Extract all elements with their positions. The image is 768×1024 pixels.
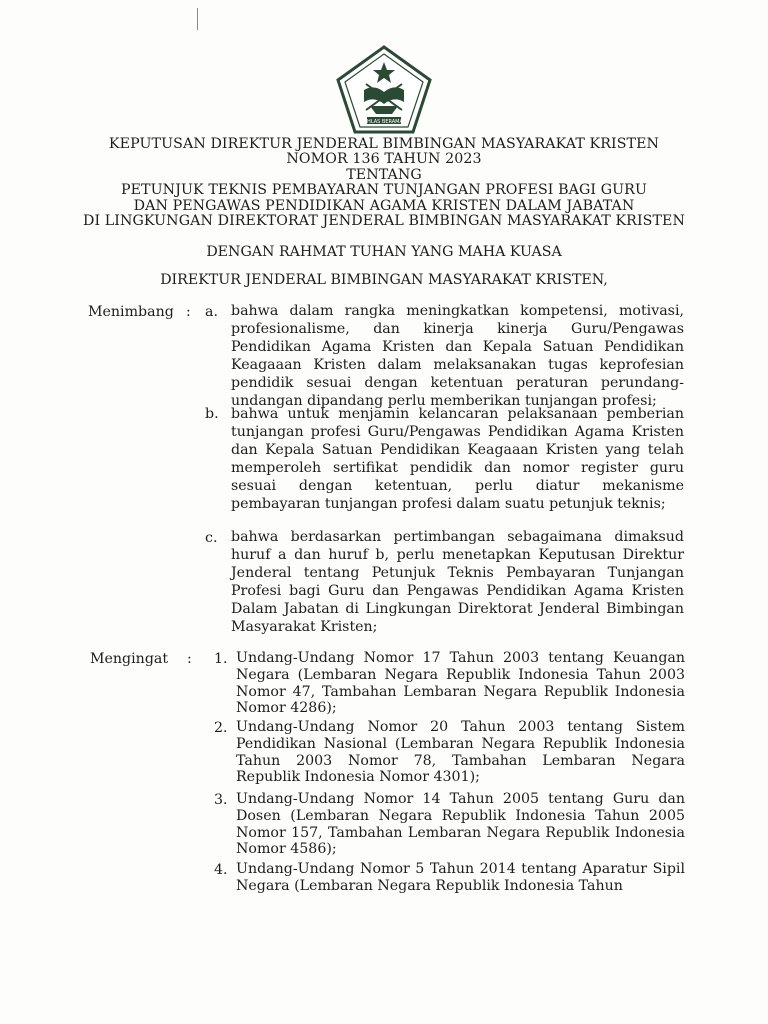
mengingat-item-1: Undang-Undang Nomor 17 Tahun 2003 tentang Keuangan Negara (Lembaran Negara Republik Indonesia Tahun 2003 Nomor 47, Tambahan Lembaran Negara Republik Indonesia Nomor 4286); [236, 650, 685, 717]
title-line: NOMOR 136 TAHUN 2023 [286, 151, 482, 168]
issuer-line: DIREKTUR JENDERAL BIMBINGAN MASYARAKAT KRISTEN, [160, 272, 608, 288]
title-line: TENTANG [346, 166, 422, 183]
mengingat-item-4: Undang-Undang Nomor 5 Tahun 2014 tentang Aparatur Sipil Negara (Lembaran Negara Republik Indonesia Tahun [236, 861, 685, 894]
title-line: KEPUTUSAN DIREKTUR JENDERAL BIMBINGAN MASYARAKAT KRISTEN [108, 136, 660, 152]
menimbang-item-b: bahwa untuk menjamin kelancaran pelaksanaan pemberian tunjangan profesi Guru/Pengawas Pendidikan Agama Kristen dan Kepala Satuan Pendidikan Keagaaan Kristen yang telah memperoleh sertifikat pendidik dan nomor register guru sesuai dengan ketentuan, perlu diatur mekanisme pembayaran tunjangan profesi dalam suatu petunjuk teknis; [231, 406, 684, 513]
logo-text: IKHLAS BERAMAL [362, 119, 406, 125]
title-line: DAN PENGAWAS PENDIDIKAN AGAMA KRISTEN DALAM JABATAN [133, 197, 635, 214]
mengingat-item-marker: 4. [214, 862, 228, 878]
invocation-line: DENGAN RAHMAT TUHAN YANG MAHA KUASA [206, 244, 562, 260]
menimbang-item-c: bahwa berdasarkan pertimbangan sebagaimana dimaksud huruf a dan huruf b, perlu menetapkan Keputusan Direktur Jenderal tentang Petunjuk Teknis Pembayaran Tunjangan Profesi bagi Guru dan Pengawas Pendidikan Agama Kristen Dalam Jabatan di Lingkungan Direktorat Jenderal Bimbingan Masyarakat Kristen; [231, 529, 684, 636]
menimbang-label: Menimbang [88, 304, 174, 320]
scan-mark [197, 8, 198, 30]
title-line: PETUNJUK TEKNIS PEMBAYARAN TUNJANGAN PROFESI BAGI GURU [120, 182, 648, 199]
mengingat-item-3: Undang-Undang Nomor 14 Tahun 2005 tentang Guru dan Dosen (Lembaran Negara Republik Indonesia Tahun 2005 Nomor 157, Tambahan Lembaran Negara Republik Indonesia Nomor 4586); [236, 791, 685, 858]
ministry-emblem-icon [334, 44, 434, 136]
title-line: DI LINGKUNGAN DIREKTORAT JENDERAL BIMBINGAN MASYARAKAT KRISTEN [82, 213, 686, 230]
mengingat-item-marker: 2. [214, 720, 228, 736]
menimbang-item-marker: c. [205, 530, 218, 546]
menimbang-colon: : [186, 304, 191, 320]
mengingat-item-marker: 1. [214, 651, 228, 667]
mengingat-item-marker: 3. [214, 792, 228, 808]
mengingat-colon: : [187, 651, 192, 667]
menimbang-item-a: bahwa dalam rangka meningkatkan kompetensi, motivasi, profesionalisme, dan kinerja kinerja Guru/Pengawas Pendidikan Agama Kristen dan Kepala Satuan Pendidikan Keagaaan Kristen dalam melaksanakan tugas keprofesian pendidik sesuai dengan ketentuan peraturan perundang-undangan dipandang perlu memberikan tunjangan profesi; [231, 303, 684, 410]
mengingat-label: Mengingat [90, 651, 169, 667]
mengingat-item-2: Undang-Undang Nomor 20 Tahun 2003 tentang Sistem Pendidikan Nasional (Lembaran Negara Republik Indonesia Tahun 2003 Nomor 78, Tambahan Lembaran Negara Republik Indonesia Nomor 4301); [236, 719, 685, 786]
menimbang-item-marker: b. [205, 406, 219, 422]
decree-title [0, 137, 768, 229]
menimbang-item-marker: a. [205, 304, 218, 320]
